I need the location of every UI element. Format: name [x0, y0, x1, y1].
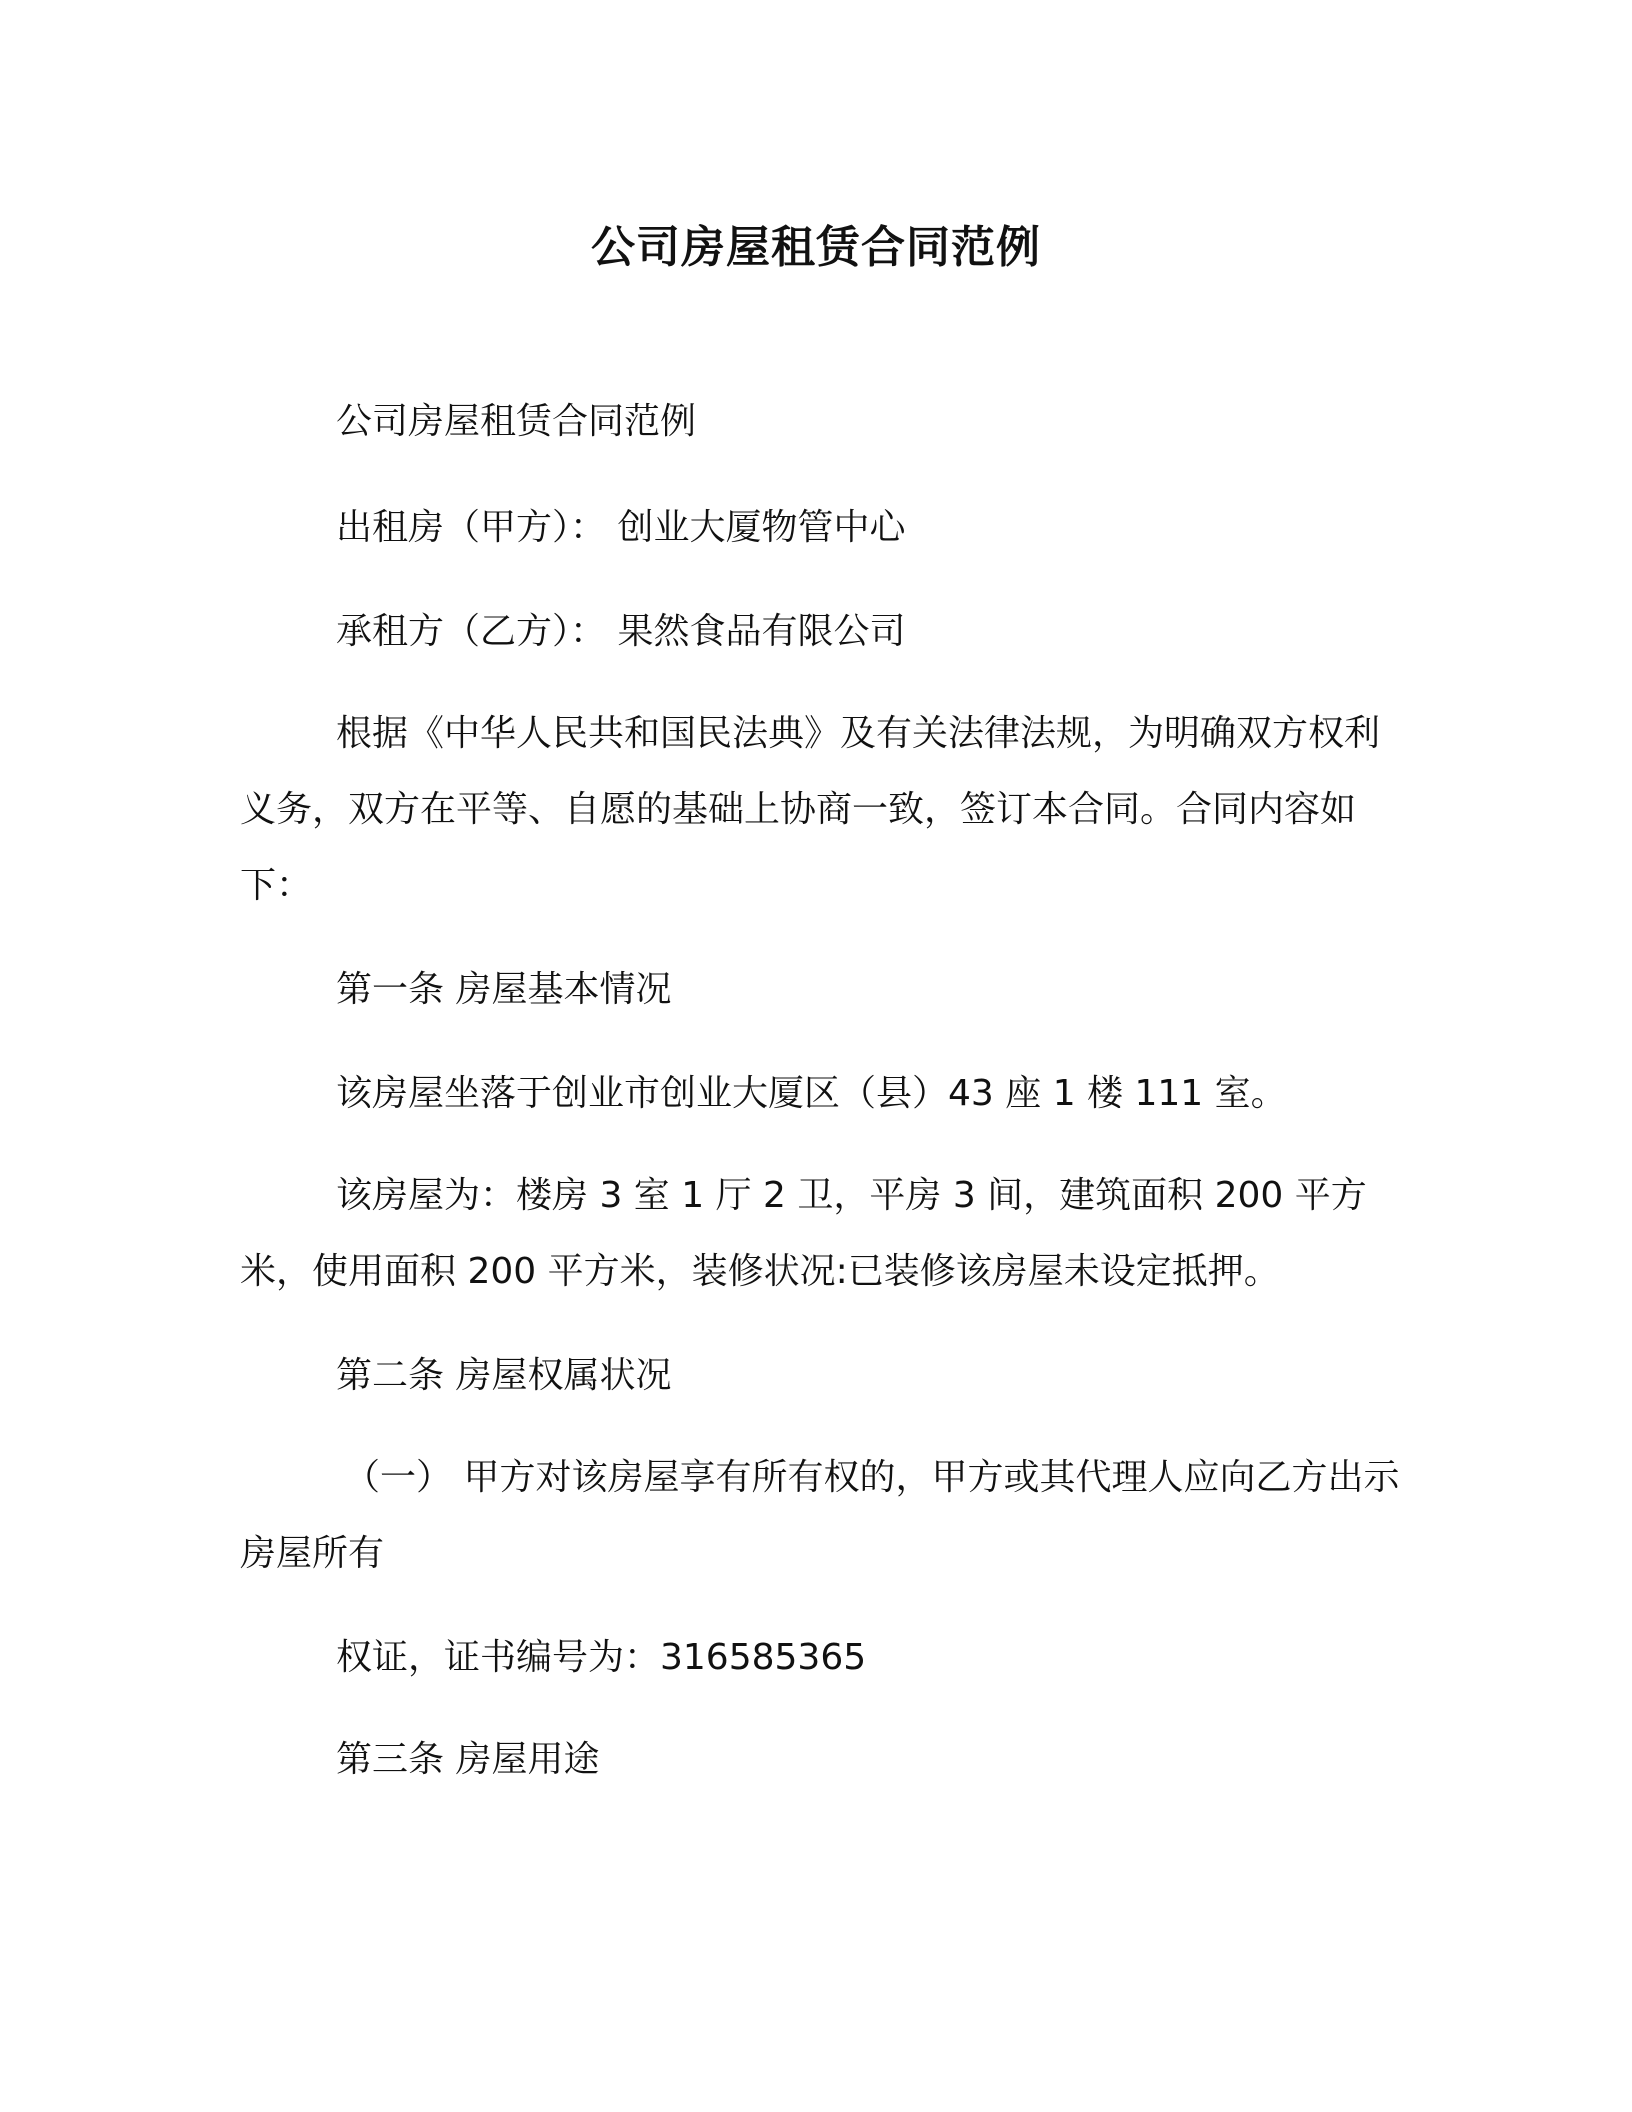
paragraph-house-details: 该房屋为：楼房 3 室 1 厅 2 卫，平房 3 间，建筑面积 200 平方米，使用面积 200 平方米，装修状况:已装修该房屋未设定抵押。: [240, 1175, 1367, 1292]
paragraph-subtitle: 公司房屋租赁合同范例: [336, 401, 697, 442]
paragraph-lessee: 承租方（乙方）： 果然食品有限公司: [336, 611, 906, 652]
article-1-heading: 第一条 房屋基本情况: [336, 969, 672, 1010]
paragraph-location: 该房屋坐落于创业市创业大厦区（县）43 座 1 楼 111 室。: [336, 1073, 1287, 1114]
article-3-heading: 第三条 房屋用途: [336, 1739, 600, 1780]
document-title: 公司房屋租赁合同范例: [591, 222, 1041, 273]
paragraph-lessor: 出租房（甲方）： 创业大厦物管中心: [336, 507, 906, 548]
article-2-heading: 第二条 房屋权属状况: [336, 1355, 672, 1396]
paragraph-ownership: （一） 甲方对该房屋享有所有权的，甲方或其代理人应向乙方出示房屋所有: [240, 1457, 1400, 1574]
paragraph-preamble: 根据《中华人民共和国民法典》及有关法律法规，为明确双方权利义务，双方在平等、自愿的基础上协商一致，签订本合同。合同内容如下：: [240, 713, 1381, 906]
paragraph-certificate: 权证，证书编号为：316585365: [336, 1637, 867, 1678]
